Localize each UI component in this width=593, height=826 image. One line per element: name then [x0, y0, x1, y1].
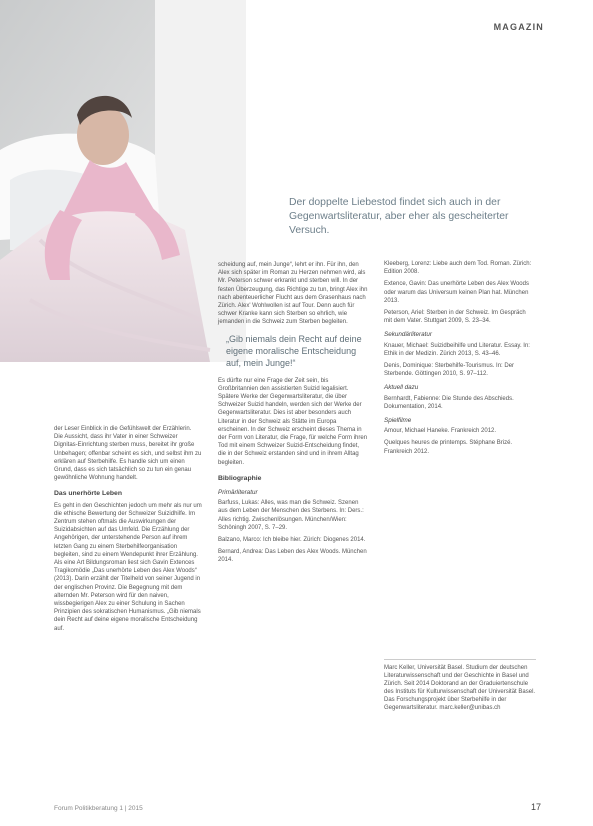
pull-quote: „Gib niemals dein Recht auf deine eigene moralische Entscheidung auf, mein Junge!“	[226, 333, 362, 368]
reference: Bernard, Andrea: Das Leben des Alex Woods. München 2014.	[218, 549, 367, 564]
paragraph: Es geht in den Geschichten jedoch um mehr als nur um die ethische Bewertung der Schweizer Suizidhilfe. Im Zentrum stehen oftmals die Auswirkungen der Suizidabsichten auf das Umfeld. Die Erzählung der Angehörigen, der unterstehende Person auf ihrem letzten Gang zu einem Sterbehilfeorganisation begleiten, sind zu einem Wendepunkt ihrer Erzählung. Als eine Art Bildungsroman liest sich Gavin Extences Tragikomödie „Das unerhörte Leben des Alex Woods“ (2013). Darin erzählt der Titelheld von seiner Jugend in der englischen Provinz. Die Begegnung mit dem alternden Mr. Peterson wird für den naiven, wissbegierigen Alex zu einer Schulung in Sachen Prinzipien des sokratischen Humanismus. „Gib niemals dein Recht auf deine eigene moralische Entscheidung auf.	[54, 502, 202, 632]
footer-publication: Forum Politikberatung 1 | 2015	[54, 805, 143, 812]
bibliography-subheading: Sekundärliteratur	[384, 331, 432, 339]
bibliography-subheading: Aktuell dazu	[384, 384, 419, 392]
patient-photo-illustration	[0, 0, 246, 362]
column-2	[218, 261, 368, 569]
reference: Barfuss, Lukas: Alles, was man die Schweiz. Szenen aus dem Leben der Menschen des Sterbens. In: Ders.: Alles richtig. Zwischenlösungen. München/Wien: Schöningh 2007, S. 7–29.	[218, 500, 364, 531]
column-3	[384, 260, 534, 460]
bibliography-subheading: Primärliteratur	[218, 489, 258, 497]
reference: Denis, Dominique: Sterbehilfe-Tourismus. In: Der Sterbende. Göttingen 2010, S. 97–112.	[384, 363, 515, 378]
bibliography-subheading: Spielfilme	[384, 417, 412, 425]
paragraph: scheidung auf, mein Junge“, lehrt er ihn. Für ihn, den Alex sich später im Roman zu Herzen nehmen wird, als Mr. Peterson schwer erkrankt und sterben will. In der festen Überzeugung, das Richtige zu tun, bringt Alex ihn nach abenteuerlicher Flucht aus dem Grasenhaus nach Zürich. Alex' Wohlwollen ist auf Tour. Denn auch für schwer Kranke kann sich Sterben so ehrlich, wie jemanden in die Schweiz zum Sterben begleiten.	[218, 262, 368, 326]
reference: Kleeberg, Lorenz: Liebe auch dem Tod. Roman. Zürich: Edition 2008.	[384, 261, 532, 276]
reference: Peterson, Ariel: Sterben in der Schweiz. Im Gespräch mit dem Vater. Stuttgart 2009, S. 23–34.	[384, 310, 526, 325]
reference: Bernhardt, Fabienne: Die Stunde des Abschieds. Dokumentation, 2014.	[384, 395, 514, 410]
subheading: Das unerhörte Leben	[54, 490, 122, 498]
reference: Extence, Gavin: Das unerhörte Leben des Alex Woods oder warum das Universum keinen Plan hat. München 2013.	[384, 281, 529, 304]
bibliography-heading: Bibliographie	[218, 474, 262, 482]
reference: Balzano, Marco: Ich bleibe hier. Zürich: Diogenes 2014.	[218, 537, 366, 544]
reference: Amour, Michael Haneke. Frankreich 2012.	[384, 428, 497, 435]
photo	[0, 0, 246, 362]
section-label: MAGAZIN	[493, 22, 544, 32]
page-number: 17	[530, 802, 541, 812]
reference: Knauer, Michael: Suizidbeihilfe und Literatur. Essay. In: Ethik in der Medizin. Zürich 2013, S. 43–46.	[384, 342, 530, 357]
reference: Quelques heures de printemps. Stéphane Brizé. Frankreich 2012.	[384, 440, 513, 455]
column-1	[54, 425, 202, 637]
paragraph: Es dürfte nur eine Frage der Zeit sein, bis Großbritannien den assistierten Suizid legalisiert. Spätere Werke der Gegenwartsliteratur, die über Schweizer Suizid handeln, werden sich der Werke der Gegenwartsliteratur. Dies ist aber besonders auch Literatur in der Schweiz als Stätte im Europa erscheinen. In der Schweiz erscheint dieses Thema in der Form von Literatur, die Frage, für welche Form ihren Tod mit einem Schweizer Suizid-Entscheidung findet, die in der Schweiz erstanden sind und in ihrem Alltag begleiten.	[218, 377, 368, 466]
author-bio: Marc Keller, Universität Basel. Studium der deutschen Literaturwissenschaft und der Geschichte in Basel und Zürich. Seit 2014 Doktorand an der Graduiertenschule des Instituts für Kulturwissenschaft der Universität Basel. Das Forschungsprojekt über Sterbehilfe in der Gegenwartsliteratur. marc.keller@unibas.ch	[384, 659, 536, 712]
paragraph: der Leser Einblick in die Gefühlswelt der Erzählerin. Die Aussicht, dass ihr Vater in einer Schweizer Dignitas-Einrichtung sterben muss, bereitet ihr große Unbehagen; offenbar scheint es sich, und selbst ihm zu erklären auf Sterbehilfe. Es handle sich um einen Grund, dass es sich tatsächlich so zu tun ein genau gewöhnliche Wohnung handelt.	[54, 426, 202, 482]
lead-quote: Der doppelte Liebestod findet sich auch in der Gegenwartsliteratur, aber eher als gescheiterter Versuch.	[289, 197, 509, 236]
